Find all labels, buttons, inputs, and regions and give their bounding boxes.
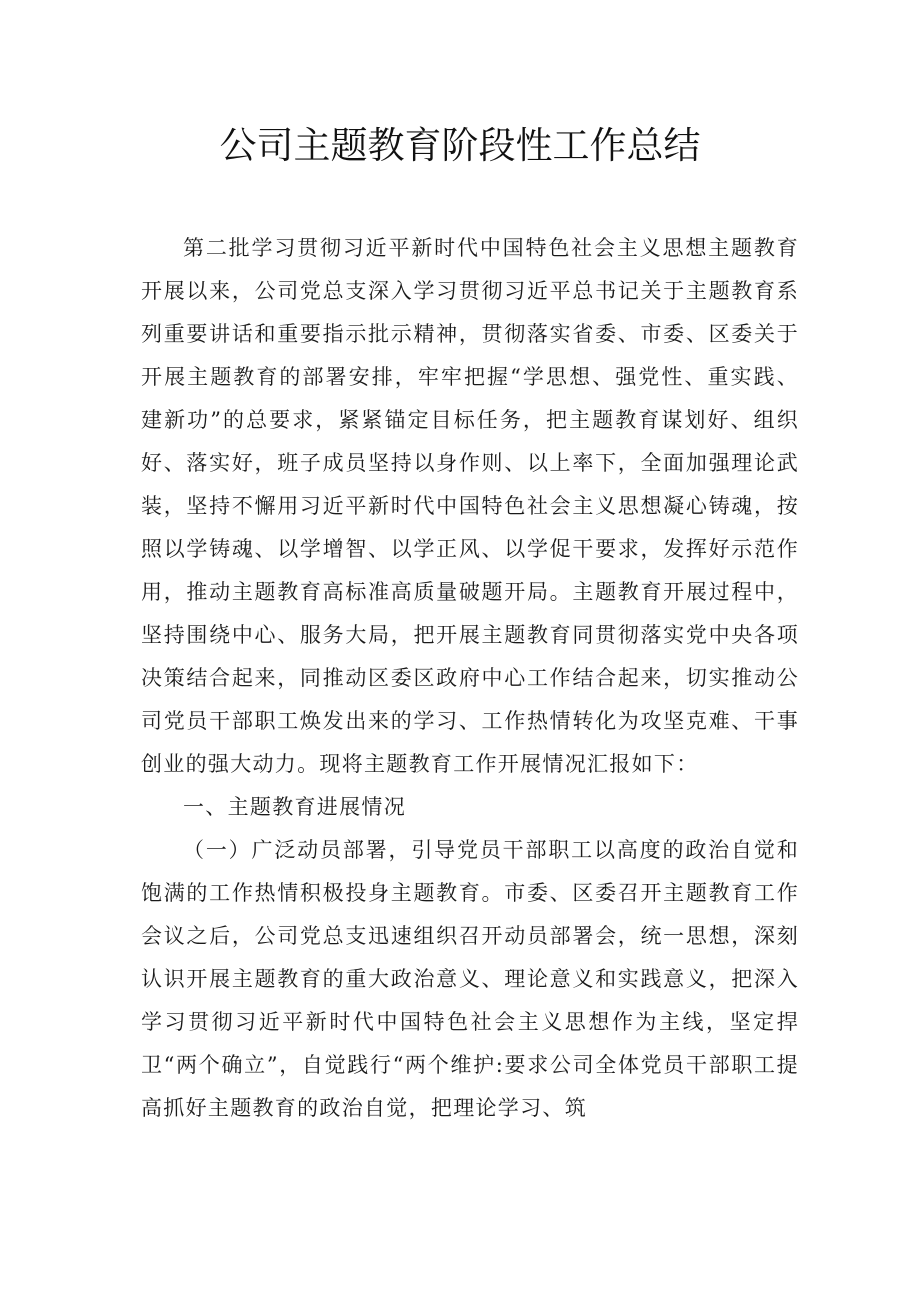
section-heading: 一、主题教育进展情况: [183, 795, 406, 819]
subsection-paragraph: （一）广泛动员部署，引导党员干部职工以高度的政治自觉和饱满的工作热情积极投身主题教育。市委、区委召开主题教育工作会议之后，公司党总支迅速组织召开动员部署会，统一思想，深刻认识开展主题教育的重大政治意义、理论意义和实践意义，把深入学习贯彻习近平新时代中国特色社会主义思想作为主线，坚定捍卫“两个确立”，自觉践行“两个维护:要求公司全体党员干部职工提高抓好主题教育的政治自觉，把理论学习、筑: [141, 838, 799, 1120]
intro-paragraph: 第二批学习贯彻习近平新时代中国特色社会主义思想主题教育开展以来，公司党总支深入学习贯彻习近平总书记关于主题教育系列重要讲话和重要指示批示精神，贯彻落实省委、市委、区委关于开展主题教育的部署安排，牢牢把握“学思想、强党性、重实践、建新功”的总要求，紧紧锚定目标任务，把主题教育谋划好、组织好、落实好，班子成员坚持以身作则、以上率下，全面加强理论武装，坚持不懈用习近平新时代中国特色社会主义思想凝心铸魂，按照以学铸魂、以学增智、以学正风、以学促干要求，发挥好示范作用，推动主题教育高标准高质量破题开局。主题教育开展过程中，坚持围绕中心、服务大局，把开展主题教育同贯彻落实党中央各项决策结合起来，同推动区委区政府中心工作结合起来，切实推动公司党员干部职工焕发出来的学习、工作热情转化为攻坚克难、干事创业的强大动力。现将主题教育工作开展情况汇报如下：: [141, 236, 799, 776]
document-body: [141, 227, 799, 1130]
document-title: 公司主题教育阶段性工作总结: [219, 124, 701, 167]
